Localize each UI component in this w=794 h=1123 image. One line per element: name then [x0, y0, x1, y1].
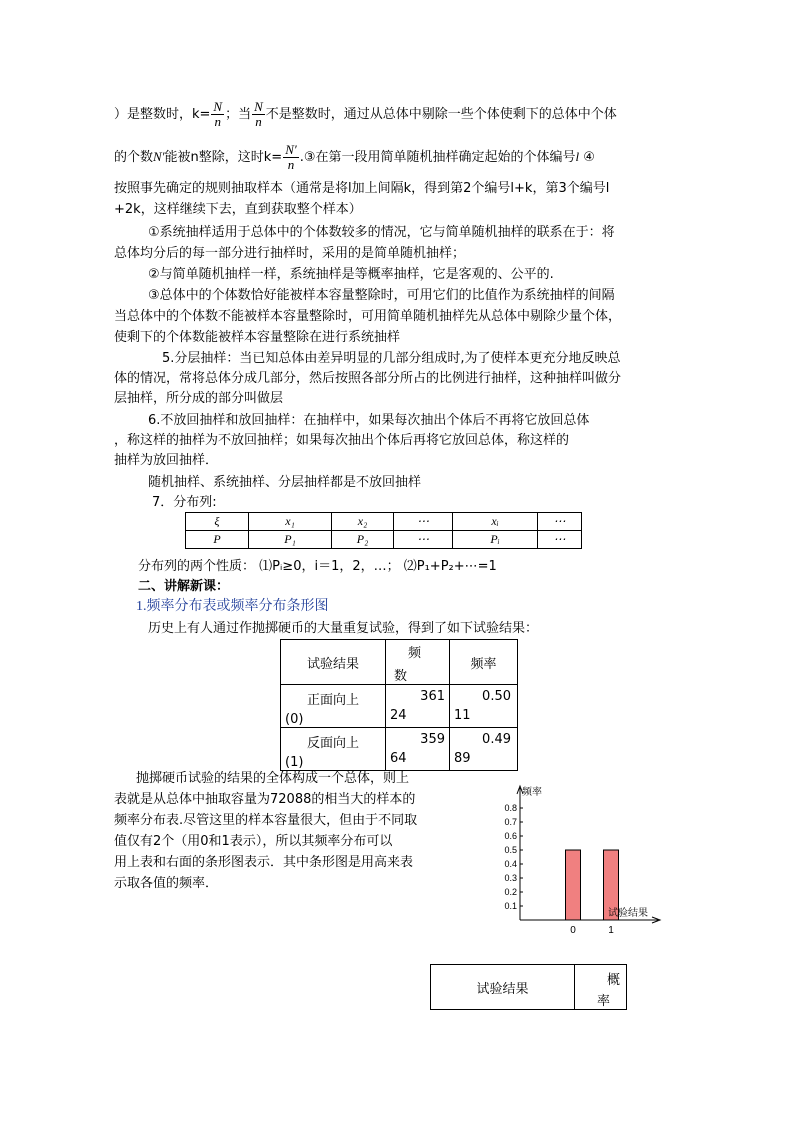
explain-line: 抛掷硬币试验的结果的全体构成一个总体，则上	[136, 771, 410, 786]
para1-line1	[114, 100, 617, 129]
x-tick-label: 1	[608, 925, 614, 936]
cell-text: 0.50	[482, 689, 511, 704]
cell-text: 反面向上	[307, 736, 360, 751]
y-tick-label: 0.5	[504, 845, 517, 855]
table-cell: ⋯	[538, 513, 582, 531]
cell-text: 24	[390, 708, 407, 723]
header-text: 频	[408, 646, 422, 661]
var-N-prime: N′	[153, 149, 165, 164]
bar	[566, 850, 581, 920]
table-cell: xᵢ	[453, 513, 538, 531]
cell-text: 361	[420, 689, 445, 704]
table-cell	[281, 685, 386, 728]
table-cell	[450, 728, 518, 771]
table-cell: x₂	[332, 513, 394, 531]
para1-line2	[114, 143, 595, 172]
frac-den: n	[214, 114, 221, 129]
explain-line: 示取各值的频率．	[114, 876, 219, 891]
note-line: ②与简单随机抽样一样，系统抽样是等概率抽样，它是客观的、公平的.	[148, 267, 554, 282]
table-cell	[386, 728, 450, 771]
header-cell	[386, 640, 450, 685]
text: .③在第一段用简单随机抽样确定起始的个体编号	[299, 150, 576, 165]
heading-new-lesson: 二、讲解新课：	[138, 579, 230, 594]
section5-line: 体的情况，常将总体分成几部分，然后按照各部分所占的比例进行抽样，这种抽样叫做分	[114, 371, 622, 386]
table-row	[186, 531, 582, 549]
y-tick-label: 0.8	[504, 803, 517, 813]
y-tick-label: 0.1	[504, 901, 517, 911]
y-tick-label: 0.3	[504, 873, 517, 883]
frac-num: N′	[285, 142, 297, 157]
section5-line: 5.分层抽样：当已知总体由差异明显的几部分组成时,为了使样本更充分地反映总	[162, 351, 621, 366]
y-tick-label: 0.6	[504, 831, 517, 841]
header-cell	[431, 965, 575, 1010]
table-cell: ⋯	[394, 513, 453, 531]
cell-text: (1)	[285, 755, 304, 770]
header-text: 概	[607, 973, 621, 988]
y-axis-label: 频率	[522, 787, 542, 798]
note-line: 当总体中的个体数不能被样本容量整除时，可用简单随机抽样先从总体中剔除少量个体，	[114, 309, 622, 324]
cell-text: 0.49	[482, 732, 511, 747]
section7-title: 7．分布列:	[152, 495, 217, 510]
subheading-frequency: 1.频率分布表或频率分布条形图	[136, 599, 329, 614]
summary-line: 随机抽样、系统抽样、分层抽样都是不放回抽样	[148, 475, 422, 490]
note-line: 总体均分后的每一部分进行抽样时，采用的是简单随机抽样；	[114, 246, 466, 261]
x-tick-label: 0	[570, 925, 576, 936]
cell-text: 正面向上	[307, 693, 360, 708]
table-cell: ξ	[186, 513, 249, 531]
text: 的个数	[114, 150, 154, 165]
y-tick-label: 0.4	[504, 859, 517, 869]
cell-text: 64	[390, 751, 407, 766]
y-tick-label: 0.7	[504, 817, 517, 827]
table-cell: P₁	[249, 531, 332, 549]
x-axis-label: 试验结果	[608, 908, 648, 919]
frac-num: N	[213, 99, 223, 114]
table-row	[186, 513, 582, 531]
table-cell: Pᵢ	[453, 531, 538, 549]
section6-line: ，称这样的抽样为不放回抽样；如果每次抽出个体后再将它放回总体，称这样的	[114, 433, 570, 448]
frequency-bar-chart	[490, 780, 665, 940]
table-cell	[386, 685, 450, 728]
frac-den: n	[287, 157, 295, 172]
text: 能被n整除，这时k=	[164, 150, 283, 165]
cell-text: 11	[454, 708, 471, 723]
probability-table	[430, 964, 627, 1010]
header-cell	[281, 640, 386, 685]
table-cell: ⋯	[394, 531, 453, 549]
fraction-N-over-n	[211, 100, 224, 129]
header-text: 频率	[470, 656, 497, 672]
header-text: 试验结果	[306, 656, 359, 672]
table-row	[281, 728, 518, 771]
note-line: 使剩下的个体数能被样本容量整除在进行系统抽样	[114, 330, 401, 345]
cell-text: 89	[454, 751, 471, 766]
frac-num: N	[254, 99, 263, 114]
text: ）是整数时，k=	[114, 107, 211, 122]
fraction-Nprime-over-n	[283, 143, 299, 172]
dist-properties: 分布列的两个性质： ⑴Pᵢ≥0，i＝1，2，…； ⑵P₁+P₂+⋯=1	[138, 559, 497, 574]
var-l: l	[575, 149, 580, 164]
frac-den: n	[255, 114, 262, 129]
table-cell	[450, 685, 518, 728]
text: ④	[583, 150, 595, 165]
header-text: 试验结果	[476, 981, 529, 997]
table-cell: x₁	[249, 513, 332, 531]
note-line: ③总体中的个体数恰好能被样本容量整除时，可用它们的比值作为系统抽样的间隔	[148, 288, 615, 303]
table-cell: ⋯	[538, 531, 582, 549]
distribution-table	[185, 512, 582, 549]
text: 不是整数时，通过从总体中剔除一些个体使剩下的总体中个体	[265, 107, 617, 122]
section6-line: 6.不放回抽样和放回抽样：在抽样中，如果每次抽出个体后不再将它放回总体	[148, 413, 590, 428]
fraction-N-over-n	[252, 100, 265, 129]
explain-line: 频率分布表.尽管这里的样本容量很大，但由于不同取	[114, 813, 418, 828]
table-cell: P₂	[332, 531, 394, 549]
note-line: ①系统抽样适用于总体中的个体数较多的情况，它与简单随机抽样的联系在于：将	[148, 225, 615, 240]
cell-text: 359	[420, 732, 445, 747]
para1-line3: 按照事先确定的规则抽取样本（通常是将l加上间隔k，得到第2个编号l+k，第3个编号l	[114, 181, 610, 196]
table-row	[431, 965, 627, 1010]
table-row	[281, 685, 518, 728]
section6-line: 抽样为放回抽样．	[114, 453, 219, 468]
explain-line: 值仅有2个（用0和1表示），所以其频率分布可以	[114, 834, 393, 849]
cell-text: (0)	[285, 712, 304, 727]
header-text: 率	[597, 994, 611, 1009]
para1-line4: +2k，这样继续下去，直到获取整个样本）	[114, 202, 362, 217]
y-tick-label: 0.2	[504, 887, 517, 897]
table-cell: P	[186, 531, 249, 549]
header-cell	[450, 640, 518, 685]
header-cell	[575, 965, 627, 1010]
explain-line: 用上表和右面的条形图表示．其中条形图是用高来表	[114, 855, 414, 870]
frequency-table	[280, 639, 518, 771]
text: ；当	[225, 107, 252, 122]
header-text: 数	[394, 669, 408, 684]
section5-line: 层抽样，所分成的部分叫做层	[114, 391, 284, 406]
intro-line: 历史上有人通过作抛掷硬币的大量重复试验，得到了如下试验结果：	[148, 621, 539, 636]
table-cell	[281, 728, 386, 771]
explain-line: 表就是从总体中抽取容量为72088的相当大的样本的	[114, 792, 416, 807]
table-row	[281, 640, 518, 685]
